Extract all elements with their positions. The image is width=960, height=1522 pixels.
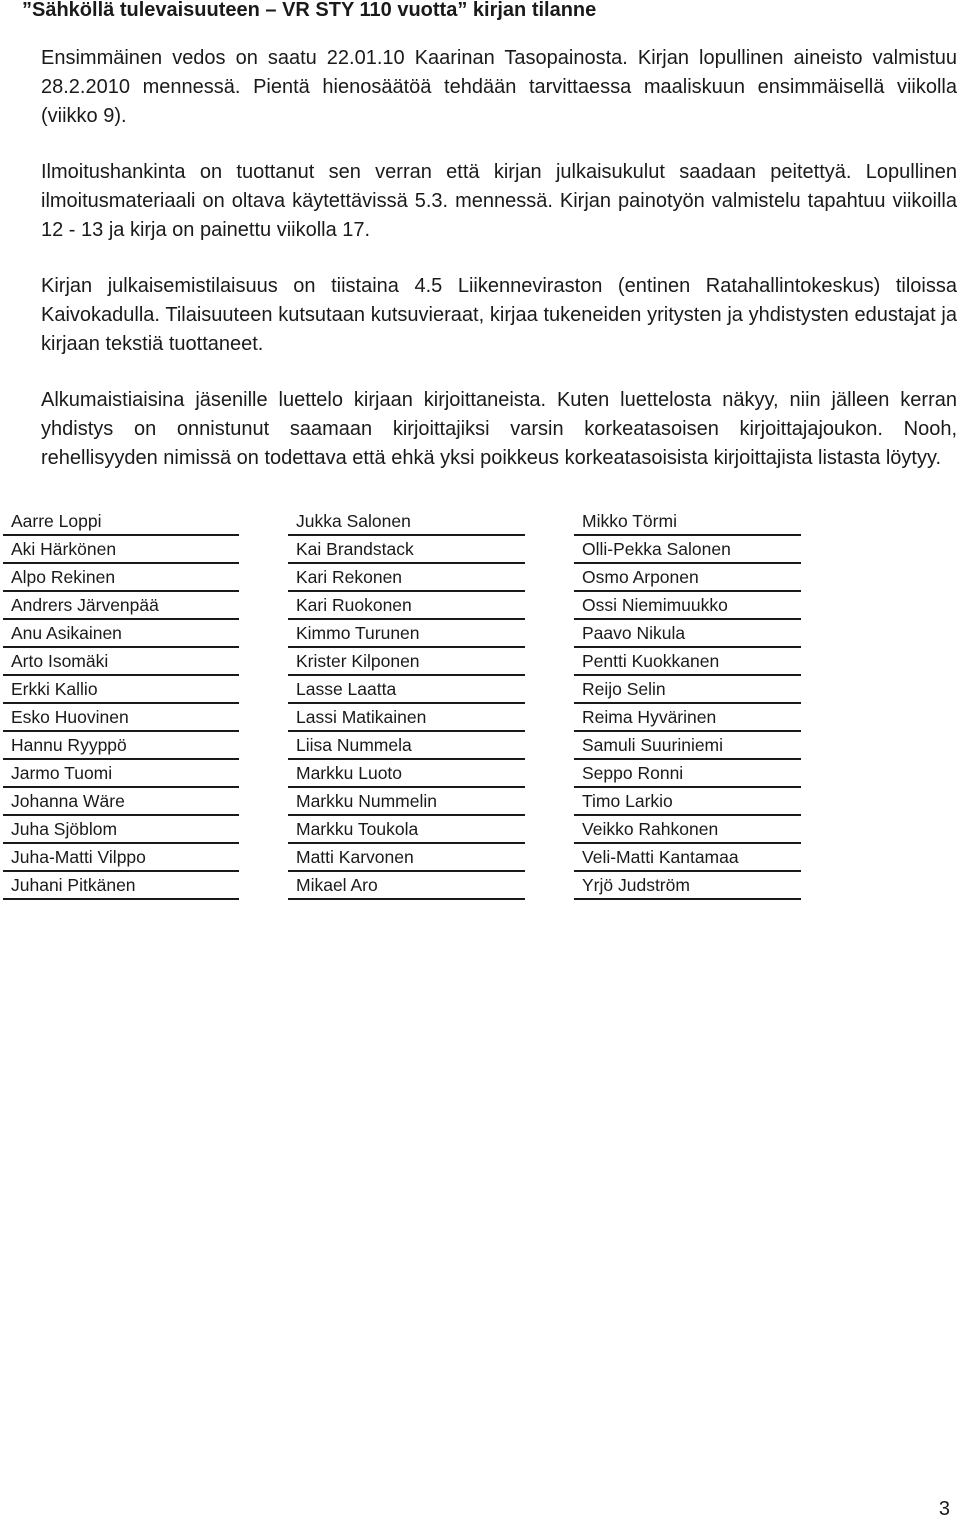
paragraph-author-intro: Alkumaistiaisina jäsenille luettelo kirjaan kirjoittaneista. Kuten luettelosta näkyy, niin jälleen kerran yhdistys on onnistunut saamaan kirjoittajiksi varsin korkeatasoisen kirjoittajajoukon. Nooh, rehellisyyden nimissä on todettava että ehkä yksi poikkeus korkeatasoisista kirjoittajista listasta löytyy. xyxy=(41,389,957,469)
author-name: Juhani Pitkänen xyxy=(3,872,239,900)
author-name: Alpo Rekinen xyxy=(3,564,239,592)
author-list-table xyxy=(3,508,802,900)
author-name: Paavo Nikula xyxy=(574,620,801,648)
paragraph-advertising: Ilmoitushankinta on tuottanut sen verran että kirjan julkaisukulut saadaan peitettyä. Lopullinen ilmoitusmateriaali on oltava käytettävissä 5.3. mennessä. Kirjan painotyön valmistelu tapahtuu viikoilla 12 - 13 ja kirja on painettu viikolla 17. xyxy=(41,161,957,241)
author-name: Osmo Arponen xyxy=(574,564,801,592)
author-name: Veikko Rahkonen xyxy=(574,816,801,844)
author-name: Markku Luoto xyxy=(288,760,525,788)
author-name: Kimmo Turunen xyxy=(288,620,525,648)
page-number: 3 xyxy=(938,1498,950,1520)
author-name: Jukka Salonen xyxy=(288,508,525,536)
author-name: Hannu Ryyppö xyxy=(3,732,239,760)
author-name: Matti Karvonen xyxy=(288,844,525,872)
author-name: Samuli Suuriniemi xyxy=(574,732,801,760)
author-name: Reijo Selin xyxy=(574,676,801,704)
author-name: Aarre Loppi xyxy=(3,508,239,536)
author-name: Mikael Aro xyxy=(288,872,525,900)
author-name: Yrjö Judström xyxy=(574,872,801,900)
author-name: Johanna Wäre xyxy=(3,788,239,816)
author-name: Timo Larkio xyxy=(574,788,801,816)
author-column-2 xyxy=(288,508,525,900)
author-name: Reima Hyvärinen xyxy=(574,704,801,732)
author-name: Esko Huovinen xyxy=(3,704,239,732)
paragraph-launch-event: Kirjan julkaisemistilaisuus on tiistaina 4.5 Liikenneviraston (entinen Ratahallintokeskus) tiloissa Kaivokadulla. Tilaisuuteen kutsutaan kutsuvieraat, kirjaa tukeneiden yritysten ja yhdistysten edustajat ja kirjaan tekstiä tuottaneet. xyxy=(41,275,957,355)
author-name: Arto Isomäki xyxy=(3,648,239,676)
author-name: Veli-Matti Kantamaa xyxy=(574,844,801,872)
author-name: Kai Brandstack xyxy=(288,536,525,564)
author-name: Krister Kilponen xyxy=(288,648,525,676)
author-name: Andrers Järvenpää xyxy=(3,592,239,620)
author-name: Markku Nummelin xyxy=(288,788,525,816)
author-name: Mikko Törmi xyxy=(574,508,801,536)
article-body xyxy=(41,44,957,500)
author-column-3 xyxy=(574,508,801,900)
author-name: Juha-Matti Vilppo xyxy=(3,844,239,872)
author-name: Jarmo Tuomi xyxy=(3,760,239,788)
paragraph-draft-status: Ensimmäinen vedos on saatu 22.01.10 Kaarinan Tasopainosta. Kirjan lopullinen aineisto valmistuu 28.2.2010 mennessä. Pientä hienosäätöä tehdään tarvittaessa maaliskuun ensimmäisellä viikolla (viikko 9). xyxy=(41,47,957,127)
author-name: Seppo Ronni xyxy=(574,760,801,788)
author-name: Juha Sjöblom xyxy=(3,816,239,844)
author-name: Lassi Matikainen xyxy=(288,704,525,732)
author-name: Anu Asikainen xyxy=(3,620,239,648)
author-name: Lasse Laatta xyxy=(288,676,525,704)
page-title: ”Sähköllä tulevaisuuteen – VR STY 110 vuotta” kirjan tilanne xyxy=(22,0,597,21)
author-name: Ossi Niemimuukko xyxy=(574,592,801,620)
author-column-1 xyxy=(3,508,239,900)
author-name: Markku Toukola xyxy=(288,816,525,844)
author-name: Erkki Kallio xyxy=(3,676,239,704)
author-name: Aki Härkönen xyxy=(3,536,239,564)
author-name: Olli-Pekka Salonen xyxy=(574,536,801,564)
author-name: Kari Ruokonen xyxy=(288,592,525,620)
author-name: Pentti Kuokkanen xyxy=(574,648,801,676)
author-name: Liisa Nummela xyxy=(288,732,525,760)
author-name: Kari Rekonen xyxy=(288,564,525,592)
